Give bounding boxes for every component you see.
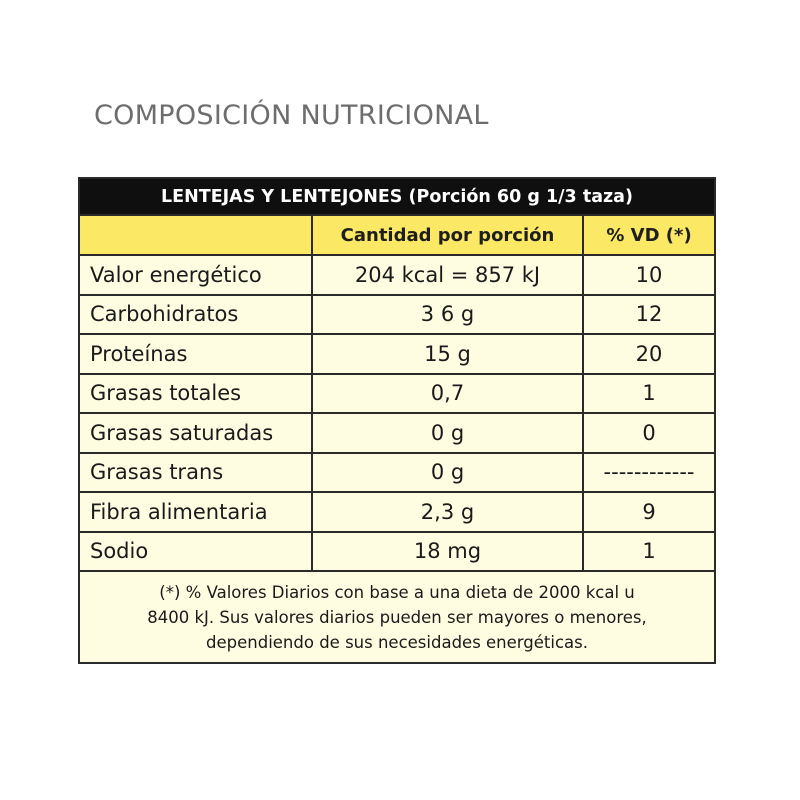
nutrient-vd: 20 <box>583 334 715 374</box>
nutrient-vd: 9 <box>583 492 715 532</box>
nutrient-name: Sodio <box>79 532 312 572</box>
table-row <box>79 334 715 374</box>
nutrition-table <box>78 177 716 664</box>
nutrient-vd: 12 <box>583 295 715 335</box>
nutrient-name: Grasas totales <box>79 374 312 414</box>
nutrient-amount: 204 kcal = 857 kJ <box>312 255 583 295</box>
nutrient-amount: 3 6 g <box>312 295 583 335</box>
table-row <box>79 532 715 572</box>
nutrient-amount: 0 g <box>312 453 583 493</box>
nutrient-vd: 1 <box>583 374 715 414</box>
nutrient-vd: 1 <box>583 532 715 572</box>
footnote-line: 8400 kJ. Sus valores diarios pueden ser mayores o menores, <box>147 607 647 627</box>
nutrient-amount: 2,3 g <box>312 492 583 532</box>
nutrient-amount: 0 g <box>312 413 583 453</box>
table-footnote-row <box>79 571 715 663</box>
footnote-line: dependiendo de sus necesidades energéticas. <box>206 632 588 652</box>
nutrient-vd: 0 <box>583 413 715 453</box>
table-title: LENTEJAS Y LENTEJONES (Porción 60 g 1/3 taza) <box>79 178 715 215</box>
nutrient-name: Grasas trans <box>79 453 312 493</box>
table-row <box>79 255 715 295</box>
table-header-row <box>79 215 715 255</box>
table-row <box>79 492 715 532</box>
page-heading: COMPOSICIÓN NUTRICIONAL <box>94 100 489 131</box>
table-row <box>79 374 715 414</box>
nutrient-name: Fibra alimentaria <box>79 492 312 532</box>
nutrient-vd: 10 <box>583 255 715 295</box>
nutrient-vd: ------------ <box>583 453 715 493</box>
table-row <box>79 453 715 493</box>
nutrient-amount: 0,7 <box>312 374 583 414</box>
nutrient-name: Proteínas <box>79 334 312 374</box>
header-name-cell <box>79 215 312 255</box>
table-footnote <box>79 571 715 663</box>
nutrient-name: Grasas saturadas <box>79 413 312 453</box>
header-vd-cell: % VD (*) <box>583 215 715 255</box>
table-row <box>79 295 715 335</box>
header-amount-cell: Cantidad por porción <box>312 215 583 255</box>
nutrient-name: Carbohidratos <box>79 295 312 335</box>
nutrient-name: Valor energético <box>79 255 312 295</box>
nutrient-amount: 18 mg <box>312 532 583 572</box>
table-title-row <box>79 178 715 215</box>
footnote-line: (*) % Valores Diarios con base a una dieta de 2000 kcal u <box>159 582 635 602</box>
table-row <box>79 413 715 453</box>
nutrient-amount: 15 g <box>312 334 583 374</box>
